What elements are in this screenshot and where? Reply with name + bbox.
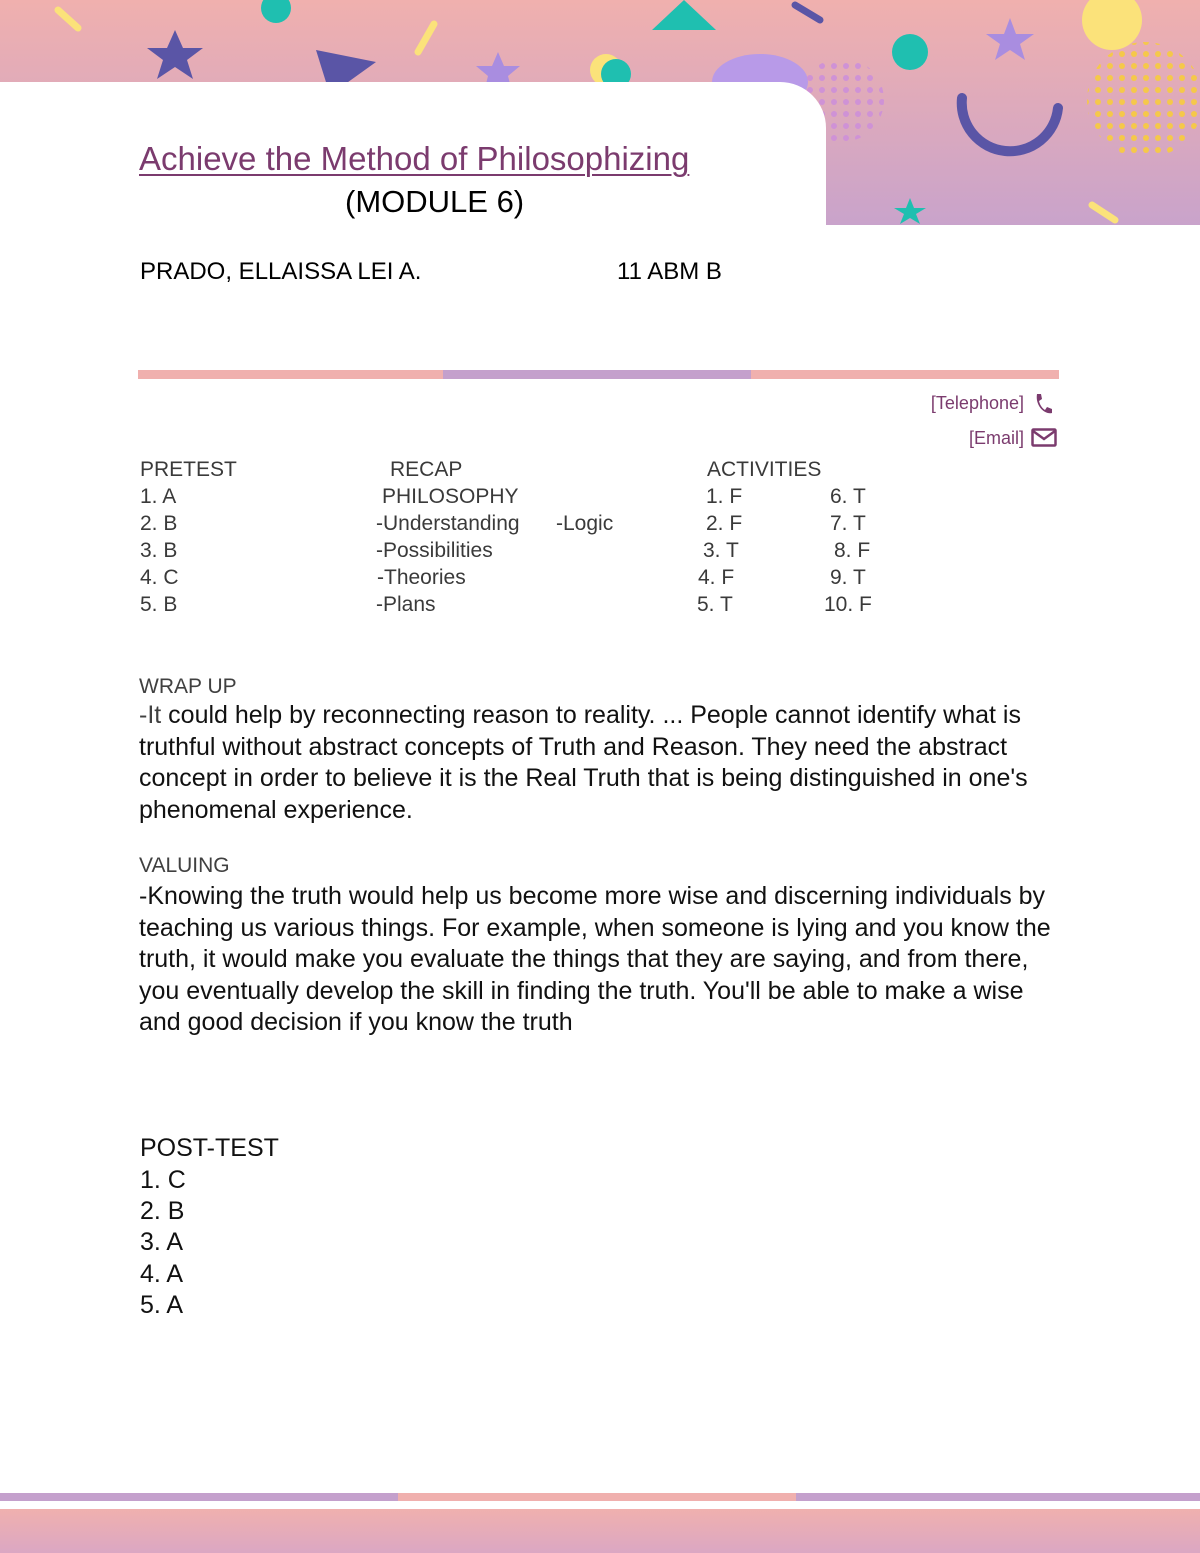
footer-line-pink [398, 1493, 796, 1501]
page-sheet [0, 82, 826, 282]
pretest-heading: PRETEST [140, 458, 237, 481]
recap-subheading: PHILOSOPHY [382, 485, 519, 508]
post-test-heading: POST-TEST [140, 1134, 279, 1162]
activities-item: 10. F [824, 593, 872, 616]
recap-heading: RECAP [390, 458, 463, 481]
valuing-paragraph: -Knowing the truth would help us become more wise and discerning individuals by teaching us various things. For example, when someone is lying and you know the truth, it would make you evaluate the things that they are saying, and from there, you eventually develop the skill in finding the truth. You'll be able to make a wise and good decision if you know the truth [139, 882, 1051, 1036]
wrap-up-text: could help by reconnecting reason to reality. ... People cannot identify what is truthful without abstract concepts of Truth and Reason. They need the abstract concept in order to believe it is the Real Truth that is being distinguished in one's phenomenal experience. [139, 701, 1028, 824]
post-test-item: 4. A [140, 1260, 184, 1288]
email-placeholder[interactable]: [Email] [968, 428, 1024, 448]
footer-band [0, 1509, 1200, 1553]
footer-line-lavender [0, 1493, 398, 1501]
divider-segment-pink-2 [751, 370, 1059, 379]
activities-item: 8. F [834, 539, 871, 562]
activities-item: 1. F [706, 485, 743, 508]
wrap-up-heading: WRAP UP [139, 675, 237, 698]
post-test-item: 1. C [140, 1166, 186, 1194]
divider-segment-pink [138, 370, 443, 379]
envelope-icon [1031, 428, 1057, 453]
recap-item: -Possibilities [376, 539, 493, 562]
activities-heading: ACTIVITIES [707, 458, 822, 481]
activities-item: 4. F [698, 566, 735, 589]
pretest-item: 5. B [140, 593, 178, 616]
phone-icon [1033, 392, 1053, 421]
pretest-item: 1. A [140, 485, 177, 508]
recap-item: -Understanding [376, 512, 520, 535]
document-title: Achieve the Method of Philosophizing [139, 140, 690, 177]
post-test-item: 3. A [140, 1228, 184, 1256]
post-test-item: 2. B [140, 1197, 185, 1225]
pretest-item: 2. B [140, 512, 178, 535]
footer-line-lavender-2 [796, 1493, 1200, 1501]
pretest-item: 4. C [140, 566, 179, 589]
recap-extra-item: -Logic [556, 512, 614, 535]
activities-item: 6. T [830, 485, 866, 508]
activities-item: 9. T [830, 566, 866, 589]
telephone-placeholder[interactable]: [Telephone] [930, 393, 1024, 413]
post-test-item: 5. A [140, 1291, 184, 1319]
recap-item: -Plans [376, 593, 436, 616]
activities-item: 5. T [697, 593, 733, 616]
divider-segment-lavender [443, 370, 751, 379]
valuing-heading: VALUING [139, 854, 230, 877]
student-name: PRADO, ELLAISSA LEI A. [140, 258, 422, 285]
pretest-item: 3. B [140, 539, 178, 562]
module-label: (MODULE 6) [345, 184, 525, 219]
activities-item: 2. F [706, 512, 743, 535]
wrap-up-paragraph [139, 700, 1059, 826]
wrap-up-prefix: -It [139, 701, 162, 729]
recap-item: -Theories [377, 566, 466, 589]
activities-item: 7. T [830, 512, 866, 535]
student-section: 11 ABM B [617, 258, 722, 285]
activities-item: 3. T [703, 539, 739, 562]
